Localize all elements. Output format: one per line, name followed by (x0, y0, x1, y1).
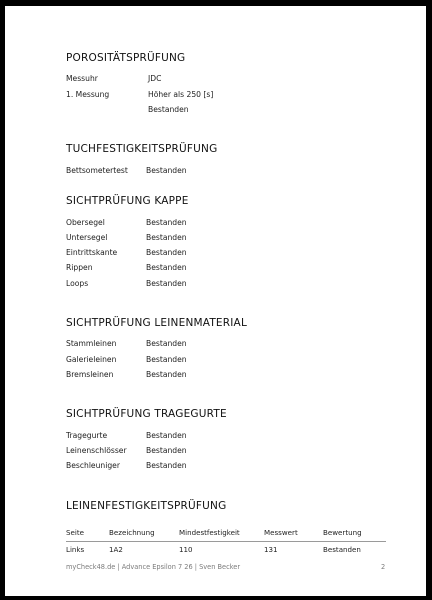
section-heading-kappe: SICHTPRÜFUNG KAPPE (66, 195, 189, 207)
row-label: Bettsometertest (66, 166, 128, 175)
row-value: Bestanden (146, 233, 187, 242)
row-label: Loops (66, 279, 89, 288)
row-label: Beschleuniger (66, 461, 120, 470)
table-header-mindestfestigkeit: Mindestfestigkeit (179, 528, 240, 537)
row-value: Bestanden (146, 446, 187, 455)
section-heading-leinenmaterial: SICHTPRÜFUNG LEINENMATERIAL (66, 317, 247, 329)
row-value: Bestanden (146, 279, 187, 288)
section-heading-tragegurte: SICHTPRÜFUNG TRAGEGURTE (66, 408, 227, 420)
section-heading-porositaet: POROSITÄTSPRÜFUNG (66, 52, 186, 64)
table-cell-seite: Links (66, 545, 85, 554)
row-label: Bremsleinen (66, 370, 114, 379)
section-heading-leinenfestigkeit: LEINENFESTIGKEITSPRÜFUNG (66, 500, 227, 512)
row-label: Untersegel (66, 233, 108, 242)
row-label: 1. Messung (66, 90, 110, 99)
row-label: Messuhr (66, 74, 98, 83)
row-value: Bestanden (146, 166, 187, 175)
row-label: Rippen (66, 263, 93, 272)
table-header-bezeichnung: Bezeichnung (109, 528, 155, 537)
table-cell-bezeichnung: 1A2 (109, 545, 123, 554)
section-heading-tuchfestigkeit: TUCHFESTIGKEITSPRÜFUNG (66, 143, 218, 155)
table-header-seite: Seite (66, 528, 84, 537)
table-header-messwert: Messwert (264, 528, 298, 537)
table-divider (66, 541, 386, 542)
table-cell-messwert: 131 (264, 545, 278, 554)
row-value: Bestanden (146, 218, 187, 227)
page-number: 2 (381, 563, 386, 571)
row-label: Galerieleinen (66, 355, 117, 364)
row-value: Bestanden (146, 263, 187, 272)
row-value: Bestanden (146, 431, 187, 440)
table-cell-mindestfestigkeit: 110 (179, 545, 193, 554)
table-cell-bewertung: Bestanden (323, 545, 361, 554)
row-value: JDC (148, 74, 162, 83)
row-value: Bestanden (146, 355, 187, 364)
row-value: Bestanden (146, 370, 187, 379)
document-page (5, 6, 426, 596)
page-footer: myCheck48.de | Advance Epsilon 7 26 | Sven Becker (66, 563, 241, 571)
row-label: Stammleinen (66, 339, 117, 348)
row-label: Leinenschlösser (66, 446, 127, 455)
row-label: Eintrittskante (66, 248, 118, 257)
row-value: Bestanden (146, 461, 187, 470)
row-label: Obersegel (66, 218, 105, 227)
row-value: Höher als 250 [s] (148, 90, 214, 99)
row-value: Bestanden (148, 105, 189, 114)
table-header-bewertung: Bewertung (323, 528, 362, 537)
row-value: Bestanden (146, 248, 187, 257)
row-value: Bestanden (146, 339, 187, 348)
row-label: Tragegurte (66, 431, 108, 440)
